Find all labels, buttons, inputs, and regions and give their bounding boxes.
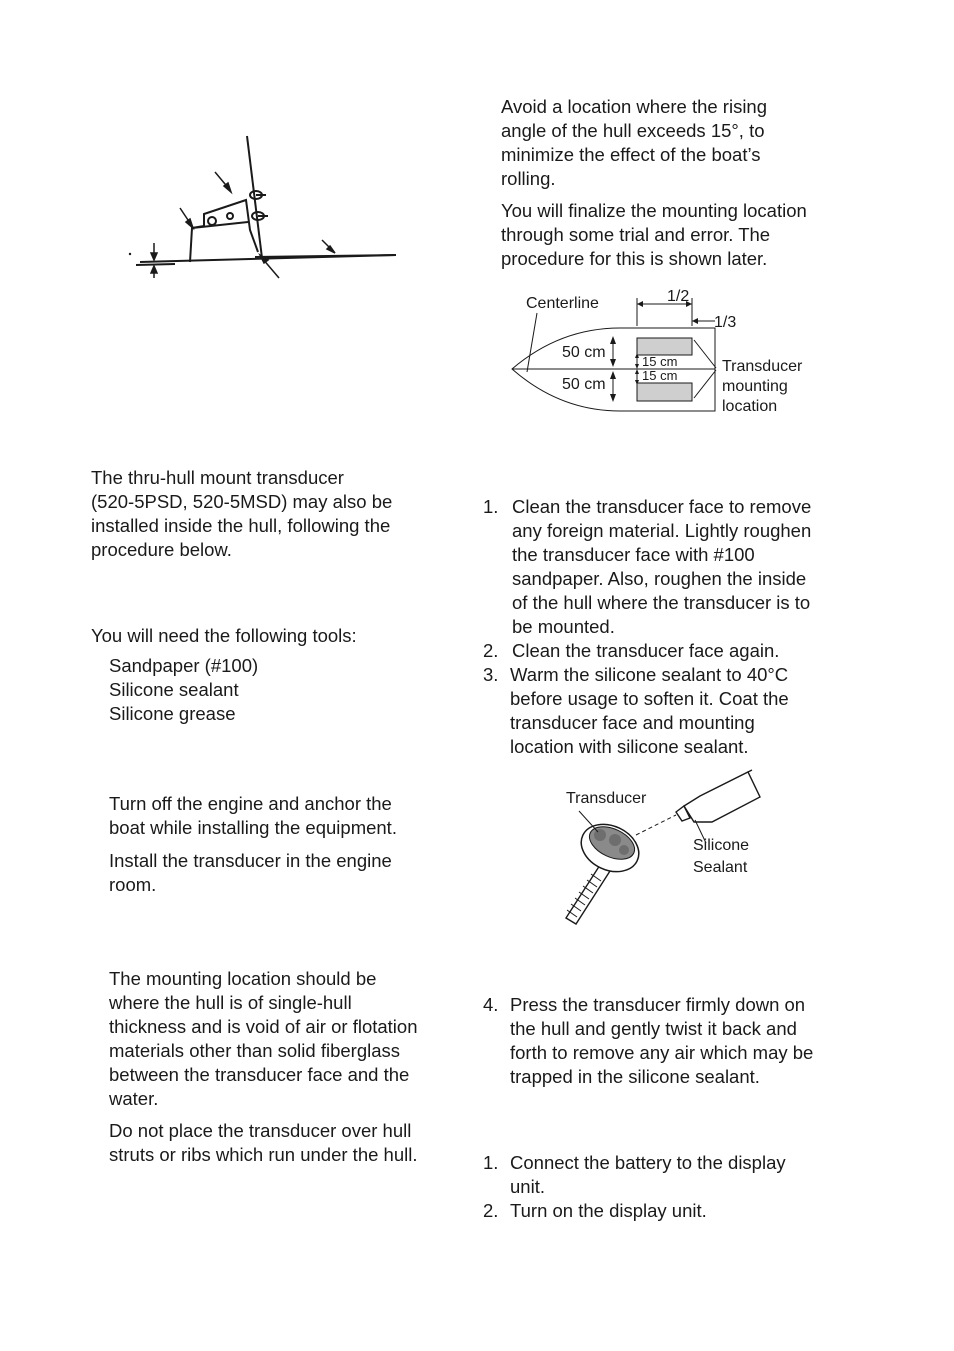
text-line: Clean the transducer face to remove [512, 496, 812, 517]
label-line: location [722, 398, 778, 415]
text-line: be mounted. [512, 616, 615, 637]
step-4-text [510, 993, 813, 1089]
text-line: room. [109, 874, 157, 895]
text-line: struts or ribs which run under the hull. [109, 1144, 418, 1165]
text-line: Do not place the transducer over hull [109, 1120, 412, 1141]
tool-item: Silicone grease [109, 703, 236, 724]
text-line: sandpaper. Also, roughen the inside [512, 568, 807, 589]
text-line: the hull and gently twist it back and [510, 1018, 797, 1039]
step-number: 2. [483, 1200, 499, 1221]
label-line: Transducer [722, 358, 803, 375]
text-line: Turn on the display unit. [510, 1200, 707, 1221]
distance-50cm-top: 50 cm [562, 344, 606, 361]
tool-item: Silicone sealant [109, 679, 239, 700]
text-line: water. [109, 1088, 159, 1109]
text-line: boat while installing the equipment. [109, 817, 397, 838]
silicone-sealant-label [693, 835, 749, 879]
text-line: procedure for this is shown later. [501, 248, 768, 269]
text-line: between the transducer face and the [109, 1064, 410, 1085]
text-line: of the hull where the transducer is to [512, 592, 811, 613]
text-line: location with silicone sealant. [510, 736, 749, 757]
tools-intro: You will need the following tools: [91, 625, 357, 646]
step-number: 2. [483, 640, 499, 661]
text-line: minimize the effect of the boat’s [501, 144, 761, 165]
step-number: 3. [483, 664, 499, 685]
text-line: any foreign material. Lightly roughen [512, 520, 812, 541]
connect-battery-step [510, 1151, 786, 1199]
transducer-label: Transducer [566, 790, 647, 807]
distance-15cm-top: 15 cm [642, 354, 678, 369]
text-line: forth to remove any air which may be [510, 1042, 814, 1063]
text-line: Install the transducer in the engine [109, 850, 392, 871]
text-line: Warm the silicone sealant to 40°C [510, 664, 789, 685]
text-line: The mounting location should be [109, 968, 377, 989]
text-line: installed inside the hull, following the [91, 515, 391, 536]
text-line: thickness and is void of air or flotation [109, 1016, 418, 1037]
text-line: procedure below. [91, 539, 232, 560]
distance-15cm-bottom: 15 cm [642, 368, 678, 383]
text-line: (520-5PSD, 520-5MSD) may also be [91, 491, 393, 512]
label-line: Sealant [693, 859, 748, 876]
distance-50cm-bottom: 50 cm [562, 376, 606, 393]
tool-item: Sandpaper (#100) [109, 655, 259, 676]
text-line: before usage to soften it. Coat the [510, 688, 789, 709]
text-line: through some trial and error. The [501, 224, 771, 245]
text-line: Clean the transducer face again. [512, 640, 780, 661]
turn-on-step [510, 1199, 707, 1223]
half-label: 1/2 [667, 288, 690, 305]
text-line: trapped in the silicone sealant. [510, 1066, 760, 1087]
label-line: Silicone [693, 837, 750, 854]
text-line: materials other than solid fiberglass [109, 1040, 401, 1061]
text-line: Press the transducer firmly down on [510, 994, 806, 1015]
text-line: angle of the hull exceeds 15°, to [501, 120, 765, 141]
text-line: unit. [510, 1176, 545, 1197]
text-line: transducer face and mounting [510, 712, 755, 733]
text-line: where the hull is of single-hull [109, 992, 352, 1013]
text-line: Connect the battery to the display [510, 1152, 786, 1173]
text-line: Turn off the engine and anchor the [109, 793, 392, 814]
step-number: 1. [483, 496, 499, 517]
label-line: mounting [722, 378, 788, 395]
text-line: rolling. [501, 168, 556, 189]
text-line: Avoid a location where the rising [501, 96, 768, 117]
third-label: 1/3 [714, 314, 737, 331]
step-number: 1. [483, 1152, 499, 1173]
step-number: 4. [483, 994, 499, 1015]
text-line: You will finalize the mounting location [501, 200, 807, 221]
centerline-label: Centerline [526, 295, 599, 312]
text-line: the transducer face with #100 [512, 544, 755, 565]
text-line: The thru-hull mount transducer [91, 467, 344, 488]
